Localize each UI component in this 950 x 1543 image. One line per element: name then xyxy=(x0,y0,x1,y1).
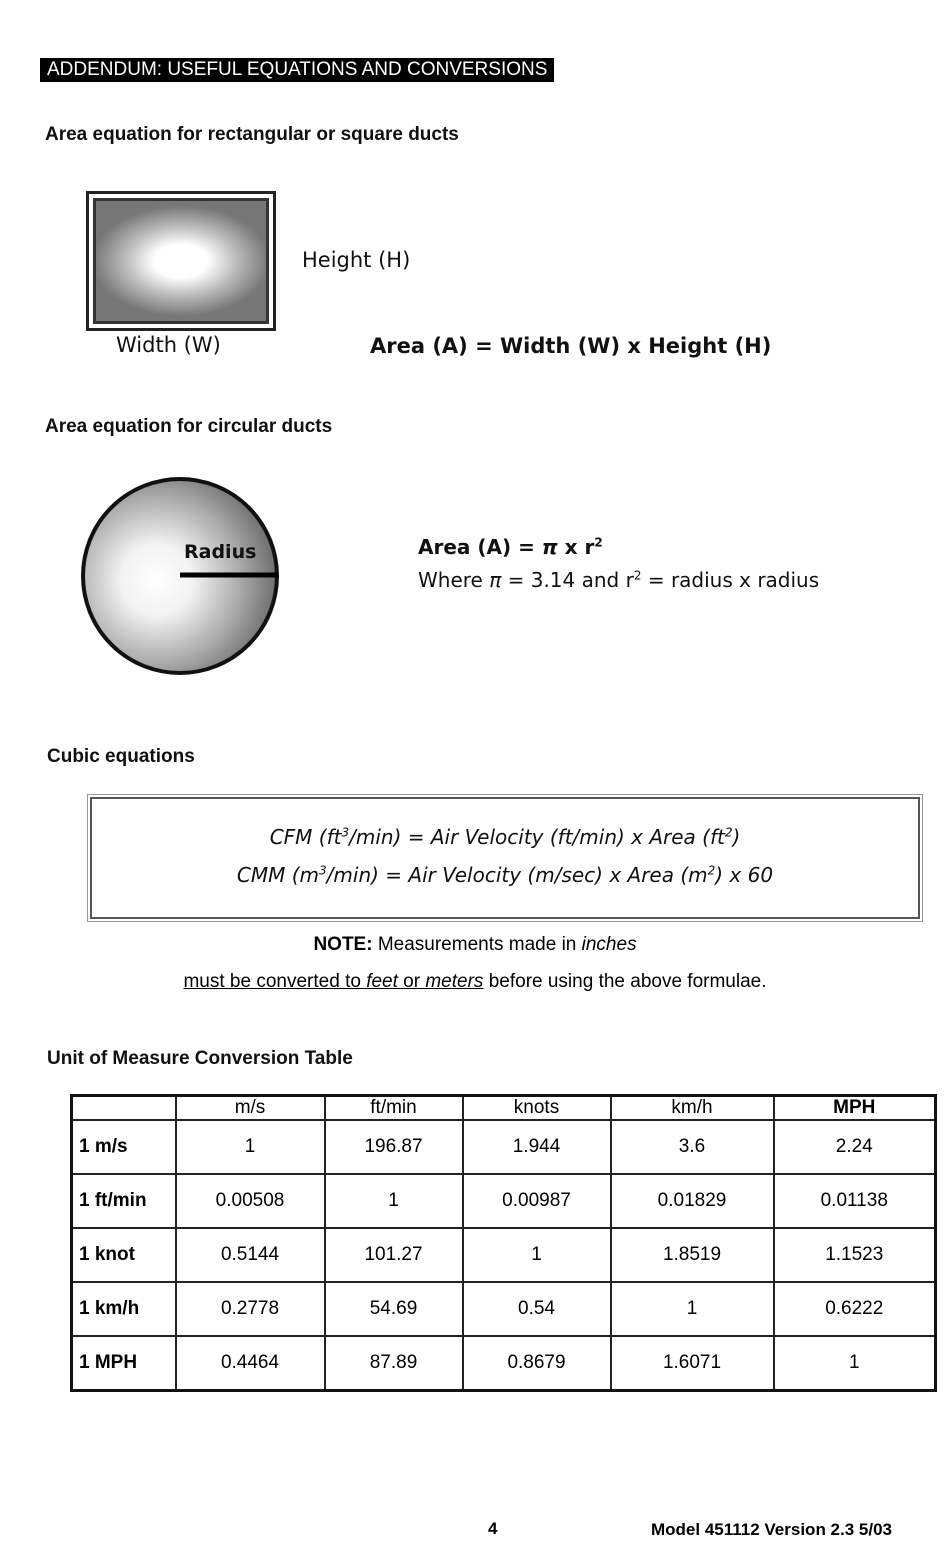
rect-area-section-title: Area equation for rectangular or square ducts xyxy=(45,124,459,145)
table-cell: 0.2778 xyxy=(176,1282,325,1336)
conversion-table-title: Unit of Measure Conversion Table xyxy=(47,1048,353,1069)
table-cell: 54.69 xyxy=(325,1282,463,1336)
table-cell: 0.54 xyxy=(463,1282,611,1336)
column-header: knots xyxy=(463,1096,611,1121)
table-cell: 1.944 xyxy=(463,1120,611,1174)
row-header: 1 km/h xyxy=(72,1282,176,1336)
row-header: 1 knot xyxy=(72,1228,176,1282)
table-row xyxy=(72,1174,936,1228)
table-cell: 0.8679 xyxy=(463,1336,611,1391)
table-cell: 0.01829 xyxy=(611,1174,774,1228)
addendum-header: ADDENDUM: USEFUL EQUATIONS AND CONVERSIONS xyxy=(40,58,554,82)
cmm-equation: CMM $(m^3/\min)$ = Air Velocity (m/sec) x Area $(m^2)$ x 60 xyxy=(236,863,774,887)
cubic-section-title: Cubic equations xyxy=(47,746,195,767)
cubic-equations-box xyxy=(90,797,920,919)
model-version-footer: Model 451112 Version 2.3 5/03 xyxy=(651,1520,892,1539)
page-number: 4 xyxy=(488,1519,498,1538)
column-header: m/s xyxy=(176,1096,325,1121)
table-corner-cell xyxy=(72,1096,176,1121)
table-cell: 1 xyxy=(325,1174,463,1228)
table-cell: 1.8519 xyxy=(611,1228,774,1282)
row-header: 1 MPH xyxy=(72,1336,176,1391)
rectangular-duct-diagram-icon xyxy=(86,191,276,331)
table-row xyxy=(72,1120,936,1174)
table-cell: 0.00508 xyxy=(176,1174,325,1228)
table-row xyxy=(72,1228,936,1282)
row-header: 1 ft/min xyxy=(72,1174,176,1228)
table-cell: 1.6071 xyxy=(611,1336,774,1391)
table-cell: 87.89 xyxy=(325,1336,463,1391)
circular-duct-diagram-icon xyxy=(80,474,282,680)
table-cell: 0.6222 xyxy=(774,1282,936,1336)
circle-area-equation: Area (A) = π x $r^2$ xyxy=(418,535,603,559)
table-cell: 3.6 xyxy=(611,1120,774,1174)
column-header: km/h xyxy=(611,1096,774,1121)
rect-area-equation: Area (A) = Width (W) x Height (H) xyxy=(370,334,772,358)
radius-label: Radius xyxy=(184,541,257,563)
table-cell: 1 xyxy=(463,1228,611,1282)
table-cell: 196.87 xyxy=(325,1120,463,1174)
note-line-2: must be converted to feet or meters before using the above formulae. xyxy=(183,971,767,992)
note-line-1: NOTE: Measurements made in inches xyxy=(313,934,637,955)
table-header-row xyxy=(72,1096,936,1121)
table-cell: 1 xyxy=(611,1282,774,1336)
table-cell: 0.01138 xyxy=(774,1174,936,1228)
pi-definition: Where π = 3.14 and $r^2$ = radius x radius xyxy=(418,568,820,592)
table-cell: 2.24 xyxy=(774,1120,936,1174)
table-row xyxy=(72,1282,936,1336)
circle-area-section-title: Area equation for circular ducts xyxy=(45,416,333,437)
table-cell: 0.5144 xyxy=(176,1228,325,1282)
table-cell: 1 xyxy=(176,1120,325,1174)
height-label: Height (H) xyxy=(302,248,411,272)
cfm-equation: CFM $(ft^3/\min)$ = Air Velocity (ft/min) x Area $(ft^2)$ xyxy=(269,825,741,849)
table-row xyxy=(72,1336,936,1391)
table-cell: 101.27 xyxy=(325,1228,463,1282)
column-header: MPH xyxy=(774,1096,936,1121)
table-cell: 0.4464 xyxy=(176,1336,325,1391)
width-label: Width (W) xyxy=(116,333,221,357)
table-cell: 0.00987 xyxy=(463,1174,611,1228)
column-header: ft/min xyxy=(325,1096,463,1121)
table-cell: 1.1523 xyxy=(774,1228,936,1282)
row-header: 1 m/s xyxy=(72,1120,176,1174)
table-cell: 1 xyxy=(774,1336,936,1391)
conversion-table xyxy=(70,1094,937,1392)
